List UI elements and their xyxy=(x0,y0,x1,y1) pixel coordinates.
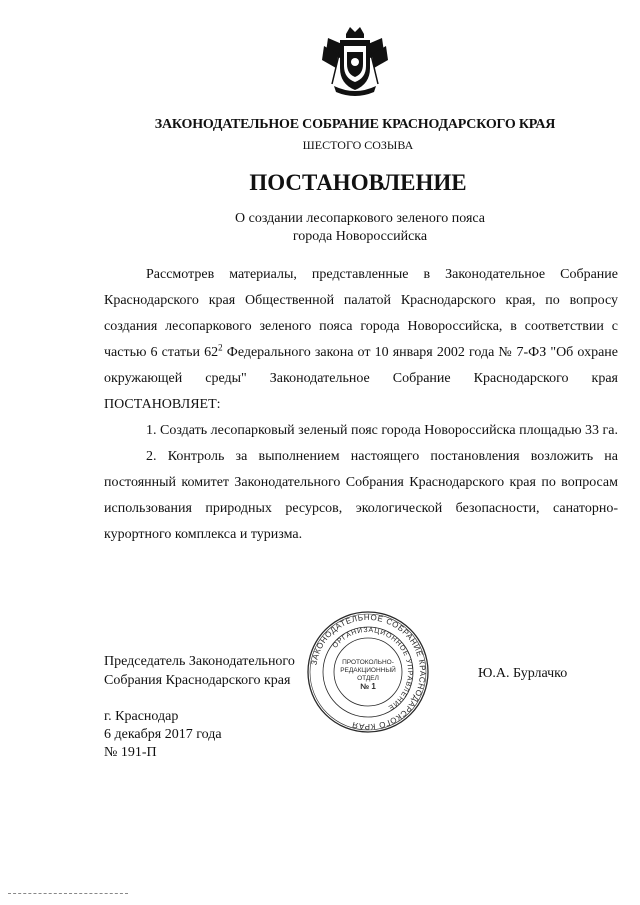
document-subject xyxy=(0,210,640,246)
stamp-center-line-1: ПРОТОКОЛЬНО- xyxy=(342,659,394,666)
document-date: 6 декабря 2017 года xyxy=(104,727,222,742)
organization-title: ЗАКОНОДАТЕЛЬНОЕ СОБРАНИЕ КРАСНОДАРСКОГО КРАЯ xyxy=(154,117,556,132)
document-body xyxy=(104,262,618,548)
official-stamp xyxy=(306,610,430,734)
subject-line-2: города Новороссийска xyxy=(292,229,428,244)
document-number: № 191-П xyxy=(104,745,157,760)
article-superscript: 2 xyxy=(218,342,223,353)
convocation-label: ШЕСТОГО СОЗЫВА xyxy=(302,138,414,152)
stamp-center-line-2: РЕДАКЦИОННЫЙ xyxy=(340,667,396,674)
preamble-paragraph xyxy=(104,262,618,418)
stamp-inner-text: ОРГАНИЗАЦИОННОЕ УПРАВЛЕНИЕ xyxy=(331,626,414,712)
stamp-center-line-3: ОТДЕЛ xyxy=(357,675,379,682)
item-1-paragraph: 1. Создать лесопарковый зеленый пояс города Новороссийска площадью 33 га. xyxy=(146,423,619,438)
stamp-center-line-4: № 1 xyxy=(360,682,376,691)
footer-divider xyxy=(8,893,128,895)
signatory-title-line-2: Собрания Краснодарского края xyxy=(104,673,291,688)
item-2-paragraph: 2. Контроль за выполнением настоящего постановления возложить на постоянный комитет Законодательного Собрания Краснодарского края по вопросам использования природных ресурсов, экологической безопасности, санаторно-курортного комплекса и туризма. xyxy=(104,449,618,542)
stamp-outer-text: ЗАКОНОДАТЕЛЬНОЕ СОБРАНИЕ КРАСНОДАРСКОГО КРАЯ xyxy=(309,612,428,732)
preamble-text-b: Федерального закона от 10 января 2002 года № 7-ФЗ "Об охране окружающей среды" Законодательное Собрание Краснодарского края ПОСТАНОВЛЯЕТ: xyxy=(104,345,618,412)
document-type-title: ПОСТАНОВЛЕНИЕ xyxy=(249,170,467,195)
subject-line-1: О создании лесопаркового зеленого пояса xyxy=(235,211,485,226)
preamble-text-a: Рассмотрев материалы, представленные в Законодательное Собрание Краснодарского края Общественной палатой Краснодарского края, по вопросу создания лесопаркового зеленого пояса города Новороссийска, в соответствии с частью 6 статьи 62 xyxy=(104,267,618,360)
signatory-name: Ю.А. Бурлачко xyxy=(478,666,568,681)
place-city: г. Краснодар xyxy=(104,709,179,724)
signatory-title-line-1: Председатель Законодательного xyxy=(104,654,295,669)
coat-of-arms-icon xyxy=(320,24,390,96)
place-date-block xyxy=(104,708,222,762)
signatory-title xyxy=(104,652,295,690)
